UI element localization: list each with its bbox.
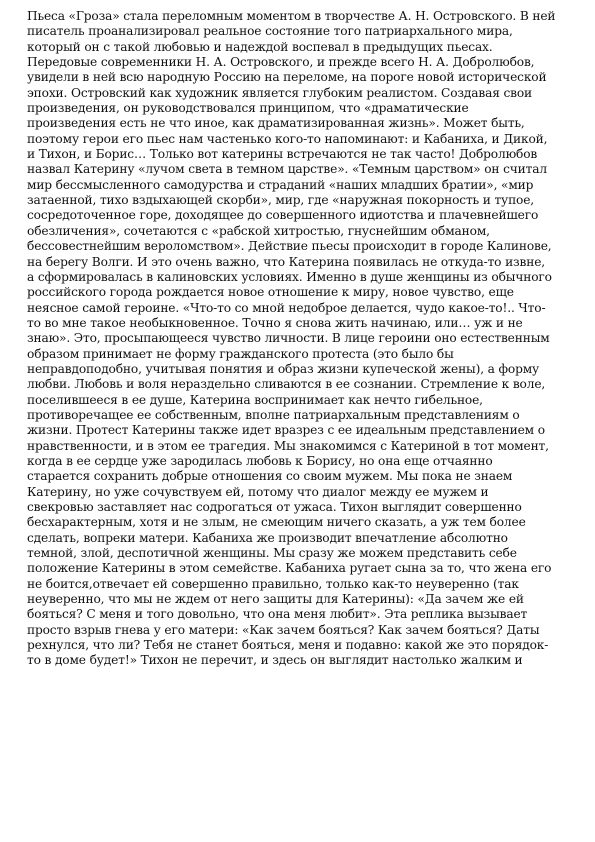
text-line: образом принимает не форму гражданского протеста (это было бы [27, 346, 454, 361]
essay-text [27, 9, 575, 669]
text-line: просто взрыв гнева у его матери: «Как зачем бояться? Как зачем бояться? Даты [27, 622, 540, 637]
text-line: мир бессмысленного самодурства и страданий «наших младших братии», «мир [27, 177, 534, 192]
text-line: писатель проанализировал реальное состояние того патриархального мира, [27, 24, 513, 39]
text-line: противоречащее ее собственным, вполне патриархальным представлениям о [27, 407, 520, 422]
text-line: старается сохранить добрые отношения со своим мужем. Мы пока не знаем [27, 469, 513, 484]
text-line: Пьеса «Гроза» стала переломным моментом в творчестве А. Н. Островского. В ней [27, 9, 556, 23]
text-line: обезличения», сочетаются с «рабской хитростью, гнуснейшим обманом, [27, 223, 490, 238]
text-line: неясное самой героине. «Что-то со мной недоброе делается, чудо какое-то!.. Что- [27, 300, 546, 315]
text-line: бояться? С меня и того довольно, что она меня любит». Эта реплика вызывает [27, 607, 528, 622]
text-line: когда в ее сердце уже зародилась любовь к Борису, но она еще отчаянно [27, 453, 493, 468]
text-line: положение Катерины в этом семействе. Кабаниха ругает сына за то, что жена его [27, 561, 552, 576]
text-line: знаю». Это, просыпающееся чувство личности. В лице героини оно естественным [27, 331, 550, 346]
text-line: Катерину, но уже сочувствуем ей, потому что диалог между ее мужем и [27, 484, 489, 499]
text-line: рехнулся, что ли? Тебя не станет бояться, меня и подавно: какой же это порядок- [27, 638, 549, 653]
text-line: эпохи. Островский как художник является глубоким реалистом. Создавая свои [27, 85, 533, 100]
text-line: увидели в ней всю народную Россию на переломе, на пороге новой исторической [27, 70, 547, 85]
text-line: сделать, вопреки матери. Кабаниха же производит впечатление абсолютно [27, 530, 508, 545]
text-line: бессовестнейшим вероломством». Действие пьесы происходит в городе Калинове, [27, 239, 552, 254]
text-line: бесхарактерным, хотя и не злым, не смеющим ничего сказать, а уж тем более [27, 515, 526, 530]
text-line: нравственности, и в этом ее трагедия. Мы знакомимся с Катериной в тот момент, [27, 438, 549, 453]
text-line: жизни. Протест Катерины также идет вразрез с ее идеальным представлением о [27, 423, 545, 438]
text-line: назвал Катерину «лучом света в темном царстве». «Темным царством» он считал [27, 162, 547, 177]
text-line: любви. Любовь и воля нераздельно сливаются в ее сознании. Стремление к воле, [27, 377, 546, 392]
text-line: сосредоточенное горе, доходящее до совершенного идиотства и плачевнейшего [27, 208, 539, 223]
text-line: а сформировалась в калиновских условиях. Именно в душе женщины из обычного [27, 269, 552, 284]
text-line: затаенной, тихо вздыхающей скорби», мир, где «наружная покорность и тупое, [27, 193, 535, 208]
text-line: произведения, он руководствовался принципом, что «драматические [27, 101, 469, 116]
text-line: и Тихон, и Борис… Только вот катерины встречаются не так часто! Добролюбов [27, 147, 538, 162]
text-line: то в доме будет!» Тихон не перечит, и здесь он выглядит настолько жалким и [27, 653, 523, 668]
text-line: неуверенно, что мы не ждем от него защиты для Катерины): «Да зачем же ей [27, 592, 524, 607]
text-line: российского города рождается новое отношение к миру, новое чувство, еще [27, 285, 514, 300]
text-line: который он с такой любовью и надеждой воспевал в предыдущих пьесах. [27, 39, 493, 54]
text-line: произведения есть не что иное, как драматизированная жизнь». Может быть, [27, 116, 525, 131]
text-line: поэтому герои его пьес нам частенько кого-то напоминают: и Кабаниха, и Дикой, [27, 131, 548, 146]
text-line: не боится,отвечает ей совершенно правильно, только как-то неуверенно (так [27, 576, 519, 591]
text-line: неправдоподобно, учитывая понятия и образ жизни купеческой жены), а форму [27, 361, 540, 376]
text-line: Передовые современники Н. А. Островского, и прежде всего Н. А. Добролюбов, [27, 55, 535, 70]
text-line: поселившееся в ее душе, Катерина воспринимает как нечто гибельное, [27, 392, 483, 407]
text-line: на берегу Волги. И это очень важно, что Катерина появилась не откуда-то извне, [27, 254, 546, 269]
text-line: темной, злой, деспотичной женщины. Мы сразу же можем представить себе [27, 546, 517, 561]
text-line: то во мне такое необыкновенное. Точно я снова жить начинаю, или… уж и не [27, 315, 523, 330]
text-line: свекровью заставляет нас содрогаться от ужаса. Тихон выглядит совершенно [27, 500, 522, 514]
